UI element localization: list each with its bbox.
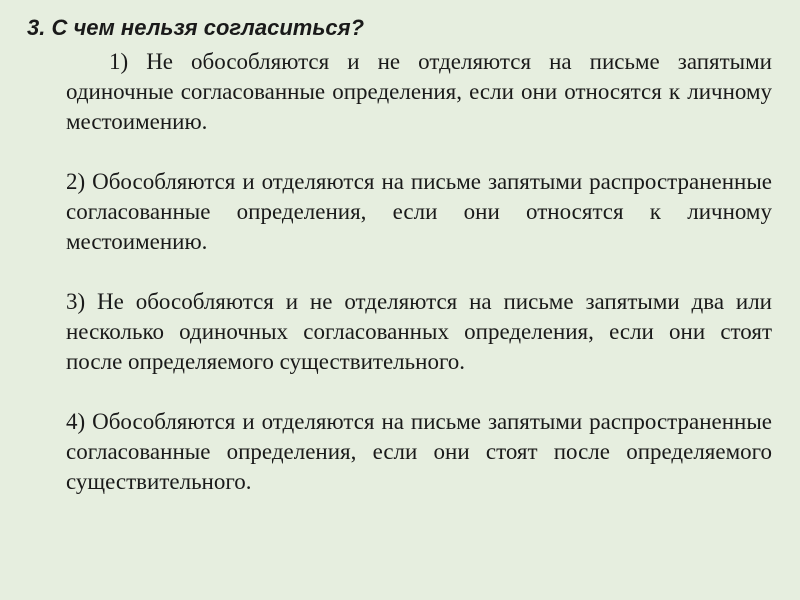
answer-option-2: 2) Обособляются и отделяются на письме запятыми распространенные согласованные определения, если они относятся к личному местоимению. — [66, 169, 772, 254]
question-title: 3. С чем нельзя согласиться? — [27, 15, 365, 40]
answer-options — [66, 47, 772, 497]
answer-option-4: 4) Обособляются и отделяются на письме запятыми распространенные согласованные определения, если они стоят после определяемого существительного. — [66, 409, 772, 494]
answer-option-1: 1) Не обособляются и не отделяются на письме запятыми одиночные согласованные определения, если они относятся к личному местоимению. — [66, 49, 772, 134]
answer-option-3: 3) Не обособляются и не отделяются на письме запятыми два или несколько одиночных согласованных определения, если они стоят после определяемого существительного. — [66, 289, 772, 374]
